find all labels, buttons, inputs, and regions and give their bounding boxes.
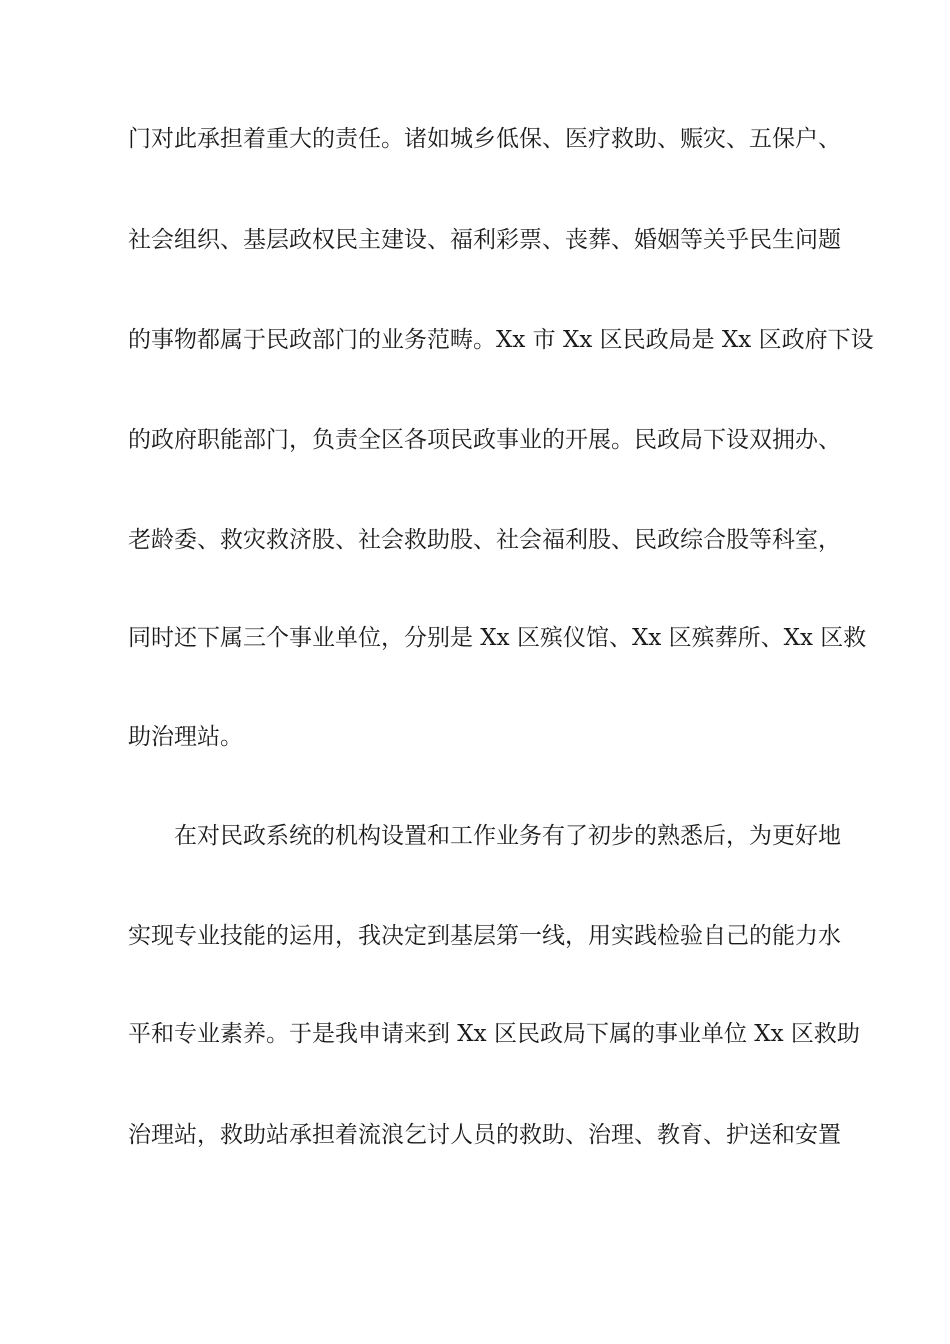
paragraph-1-line-4: 的政府职能部门，负责全区各项民政事业的开展。民政局下设双拥办、: [128, 427, 841, 453]
paragraph-2-line-3: 平和专业素养。于是我申请来到 Xx 区民政局下属的事业单位 Xx 区救助: [128, 1021, 860, 1047]
paragraph-1-line-2: 社会组织、基层政权民主建设、福利彩票、丧葬、婚姻等关乎民生问题: [128, 227, 841, 253]
paragraph-1-line-6: 同时还下属三个事业单位，分别是 Xx 区殡仪馆、Xx 区殡葬所、Xx 区救: [128, 625, 867, 651]
paragraph-2-line-1: 在对民政系统的机构设置和工作业务有了初步的熟悉后，为更好地: [174, 823, 841, 849]
paragraph-2-line-4: 治理站，救助站承担着流浪乞讨人员的救助、治理、教育、护送和安置: [128, 1122, 841, 1148]
paragraph-1-line-3: 的事物都属于民政部门的业务范畴。Xx 市 Xx 区民政局是 Xx 区政府下设: [128, 327, 874, 353]
paragraph-1-line-1: 门对此承担着重大的责任。诸如城乡低保、医疗救助、赈灾、五保户、: [128, 126, 841, 152]
paragraph-1-line-5: 老龄委、救灾救济股、社会救助股、社会福利股、民政综合股等科室，: [128, 527, 841, 553]
paragraph-1-line-7: 助治理站。: [128, 724, 243, 750]
paragraph-2-line-2: 实现专业技能的运用，我决定到基层第一线，用实践检验自己的能力水: [128, 923, 841, 949]
